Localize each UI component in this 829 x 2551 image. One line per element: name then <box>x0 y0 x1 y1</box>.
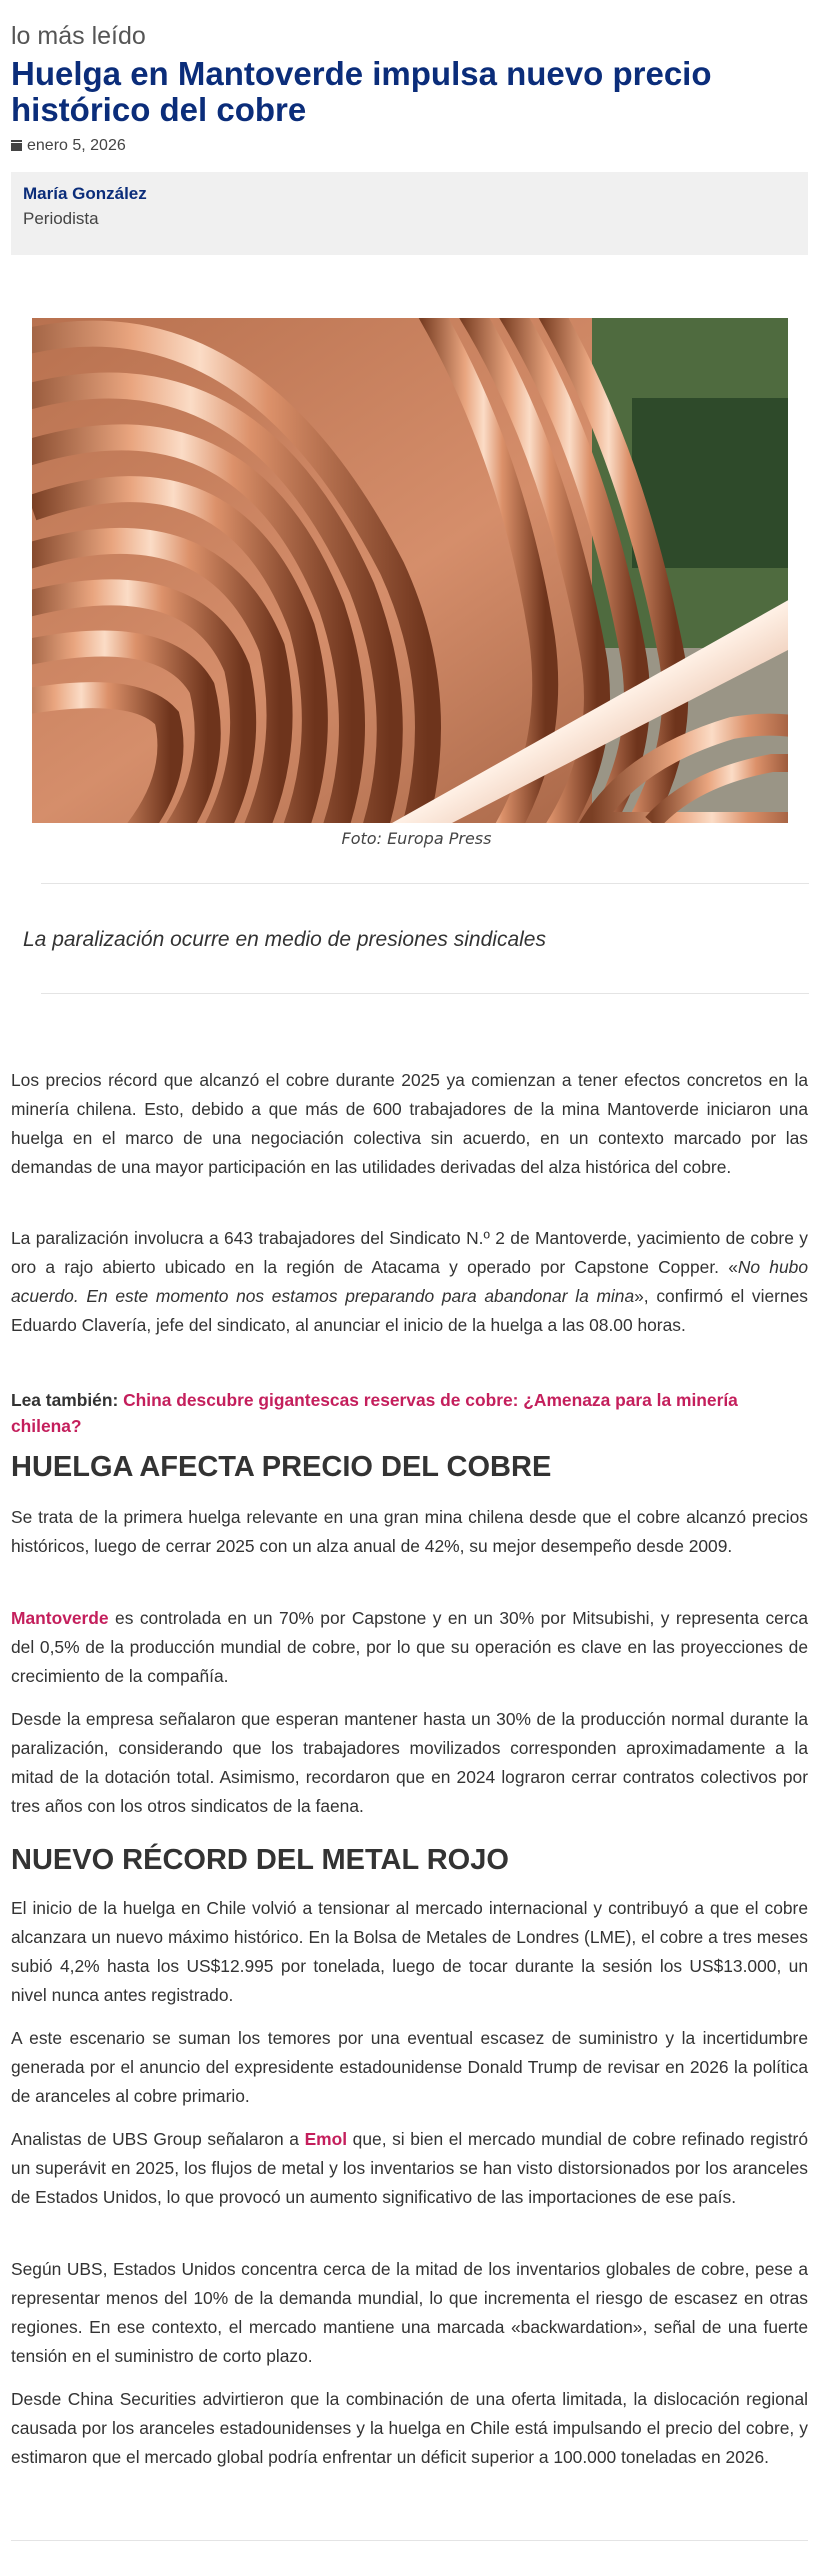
divider-top <box>41 883 809 884</box>
divider-bottom <box>41 993 809 994</box>
divider-end <box>11 2540 808 2541</box>
copper-coil-image <box>32 318 788 823</box>
paragraph-3: Se trata de la primera huelga relevante en una gran mina chilena desde que el cobre alcanzó precios históricos, luego de cerrar 2025 con un alza anual de 42%, su mejor desempeño desde 2009. <box>11 1507 808 1556</box>
paragraph-6: El inicio de la huelga en Chile volvió a tensionar al mercado internacional y contribuyó a que el cobre alcanzara un nuevo máximo histórico. En la Bolsa de Metales de Londres (LME), el cobre a tres meses subió 4,2% hasta los US$12.995 por tonelada, luego de tocar durante la sesión los US$13.000, un nivel nunca antes registrado. <box>11 1898 808 2005</box>
publish-date-text: enero 5, 2026 <box>27 137 126 154</box>
section-kicker: lo más leído <box>11 22 146 50</box>
paragraph-4: Mantoverde es controlada en un 70% por Capstone y en un 30% por Mitsubishi, y representa cerca del 0,5% de la producción mundial de cobre, por lo que su operación es clave en las proyecciones de crecimiento de la compañía. <box>11 1608 808 1686</box>
read-also-link[interactable]: China descubre gigantescas reservas de cobre: ¿Amenaza para la minería chilena? <box>11 1390 738 1436</box>
calendar-icon <box>11 140 22 151</box>
section-heading-1: HUELGA AFECTA PRECIO DEL COBRE <box>11 1451 552 1483</box>
publish-date <box>11 137 126 155</box>
read-also <box>11 1387 808 1439</box>
paragraph-8: Analistas de UBS Group señalaron a Emol que, si bien el mercado mundial de cobre refinado registró un superávit en 2025, los flujos de metal y los inventarios se han visto distorsionados por los aranceles de Estados Unidos, lo que provocó un aumento significativo de las importaciones de ese país. <box>11 2129 808 2207</box>
paragraph-10: Desde China Securities advirtieron que la combinación de una oferta limitada, la dislocación regional causada por los aranceles estadounidenses y la huelga en Chile está impulsando el precio del cobre, y estimaron que el mercado global podría enfrentar un déficit superior a 100.000 toneladas en 2026. <box>11 2389 808 2467</box>
article-lede: La paralización ocurre en medio de presiones sindicales <box>23 928 546 951</box>
emol-link[interactable]: Emol <box>304 2129 348 2149</box>
quote: No hubo acuerdo. En este momento nos estamos preparando para abandonar la mina <box>11 1257 808 1306</box>
read-also-label: Lea también: <box>11 1390 119 1410</box>
paragraph-7: A este escenario se suman los temores por una eventual escasez de suministro y la incertidumbre generada por el anuncio del expresidente estadounidense Donald Trump de revisar en 2026 la política de aranceles al cobre primario. <box>11 2028 808 2106</box>
article-photo <box>32 318 788 823</box>
paragraph-9: Según UBS, Estados Unidos concentra cerca de la mitad de los inventarios globales de cobre, pese a representar menos del 10% de la demanda mundial, lo que incrementa el riesgo de escasez en otras regiones. En ese contexto, el mercado mantiene una marcada «backwardation», señal de una fuerte tensión en el suministro de corto plazo. <box>11 2259 808 2366</box>
mantoverde-link[interactable]: Mantoverde <box>11 1608 109 1628</box>
paragraph-2: La paralización involucra a 643 trabajadores del Sindicato N.º 2 de Mantoverde, yacimiento de cobre y oro a rajo abierto ubicado en la región de Atacama y operado por Capstone Copper. «No hubo acuerdo. En este momento nos estamos preparando para abandonar la mina», confirmó el viernes Eduardo Clavería, jefe del sindicato, al anunciar el inicio de la huelga a las 08.00 horas. <box>11 1228 808 1335</box>
paragraph-1: Los precios récord que alcanzó el cobre durante 2025 ya comienzan a tener efectos concretos en la minería chilena. Esto, debido a que más de 600 trabajadores de la mina Mantoverde iniciaron una huelga en el marco de una negociación colectiva sin acuerdo, en un contexto marcado por las demandas de una mayor participación en las utilidades derivadas del alza histórica del cobre. <box>11 1070 808 1177</box>
paragraph-5: Desde la empresa señalaron que esperan mantener hasta un 30% de la producción normal durante la paralización, considerando que los trabajadores movilizados corresponden aproximadamente a la mitad de la dotación total. Asimismo, recordaron que en 2024 lograron cerrar contratos colectivos por tres años con los otros sindicatos de la faena. <box>11 1709 808 1816</box>
article-title: Huelga en Mantoverde impulsa nuevo precio histórico del cobre <box>11 55 712 128</box>
author-role: Periodista <box>23 209 99 228</box>
author-name[interactable]: María González <box>23 184 147 203</box>
section-heading-2: NUEVO RÉCORD DEL METAL ROJO <box>11 1844 509 1876</box>
author-box <box>11 172 808 255</box>
photo-caption: Foto: Europa Press <box>341 829 492 848</box>
